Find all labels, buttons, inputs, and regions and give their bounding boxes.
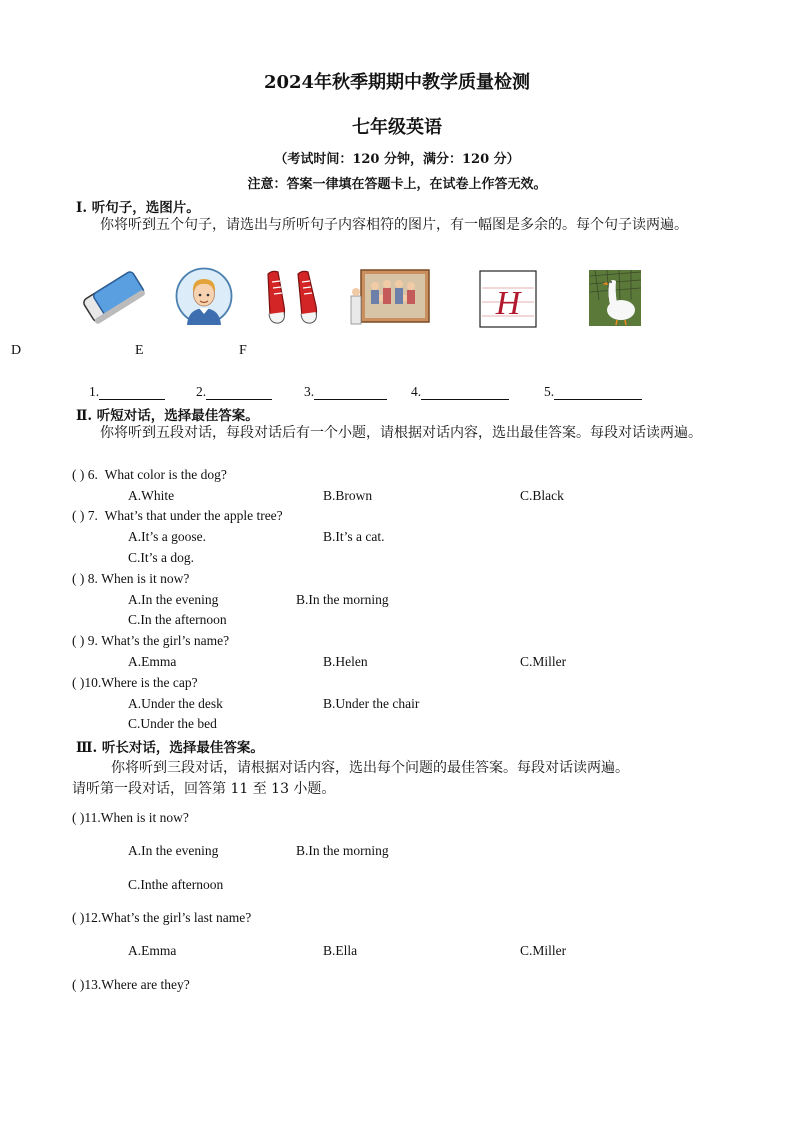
question-12: ( )12.What’s the girl’s last name?	[72, 910, 252, 925]
answer-blank-5: 5.	[544, 384, 642, 400]
question-13: ( )13.Where are they?	[72, 977, 190, 992]
q11-option-c: C.Inthe afternoon	[128, 877, 224, 892]
q8-option-a: A.In the evening	[128, 592, 219, 607]
q8-option-c: C.In the afternoon	[128, 612, 227, 627]
q10-option-a: A.Under the desk	[128, 696, 223, 711]
q6-option-c: C.Black	[520, 488, 564, 503]
question-7: ( ) 7. What’s that under the apple tree?	[72, 508, 283, 523]
answer-blank-3: 3.	[304, 384, 387, 400]
picture-label-e: E	[135, 343, 144, 358]
exam-subject: 七年级英语	[352, 117, 442, 138]
family-photo-icon	[347, 268, 431, 326]
answer-blank-4: 4.	[411, 384, 509, 400]
q12-option-c: C.Miller	[520, 943, 567, 958]
section3-instruction: 你将听到三段对话，请根据对话内容，选出每个问题的最佳答案。每段对话读两遍。	[111, 760, 629, 776]
q6-option-b: B.Brown	[323, 488, 373, 503]
picture-label-f: F	[239, 343, 247, 358]
q7-option-c: C.It’s a dog.	[128, 550, 194, 565]
letter-h-icon	[479, 270, 537, 328]
question-11: ( )11.When is it now?	[72, 810, 189, 825]
q9-option-a: A.Emma	[128, 654, 177, 669]
exam-notice: 注意：答案一律填在答题卡上，在试卷上作答无效。	[247, 177, 547, 192]
q12-option-b: B.Ella	[323, 943, 358, 958]
q12-option-a: A.Emma	[128, 943, 177, 958]
question-8: ( ) 8. When is it now?	[72, 571, 190, 586]
q7-option-b: B.It’s a cat.	[323, 529, 385, 544]
q10-option-c: C.Under the bed	[128, 716, 217, 731]
q7-option-a: A.It’s a goose.	[128, 529, 206, 544]
section1-heading: Ⅰ. 听句子，选图片。	[76, 200, 200, 216]
question-9: ( ) 9. What’s the girl’s name?	[72, 633, 230, 648]
answer-blank-1: 1.	[89, 384, 165, 400]
section3-sub-instruction: 请听第一段对话，回答第 11 至 13 小题。	[72, 781, 336, 797]
eraser-icon	[78, 266, 148, 326]
section1-instruction: 你将听到五个句子，请选出与所听句子内容相符的图片，有一幅图是多余的。每个句子读两遍。	[100, 217, 688, 233]
question-10: ( )10.Where is the cap?	[72, 675, 198, 690]
exam-title: 2024年秋季期期中教学质量检测	[263, 72, 531, 93]
section2-instruction: 你将听到五段对话，每段对话后有一个小题，请根据对话内容，选出最佳答案。每段对话读两遍。	[100, 425, 702, 441]
svg-text:H: H	[495, 285, 521, 322]
question-6: ( ) 6. What color is the dog?	[72, 467, 227, 482]
exam-info: （考试时间：120 分钟，满分：120 分）	[274, 152, 520, 167]
q11-option-b: B.In the morning	[296, 843, 389, 858]
q8-option-b: B.In the morning	[296, 592, 389, 607]
q6-option-a: A.White	[128, 488, 175, 503]
answer-blank-2: 2.	[196, 384, 272, 400]
q11-option-a: A.In the evening	[128, 843, 219, 858]
picture-label-d: D	[11, 343, 22, 358]
goose-icon	[589, 270, 641, 326]
q9-option-c: C.Miller	[520, 654, 567, 669]
boy-portrait-icon	[175, 267, 233, 325]
q9-option-b: B.Helen	[323, 654, 368, 669]
section3-heading: Ⅲ. 听长对话，选择最佳答案。	[76, 740, 264, 756]
q10-option-b: B.Under the chair	[323, 696, 420, 711]
sneakers-icon	[262, 266, 322, 328]
section2-heading: Ⅱ. 听短对话，选择最佳答案。	[76, 408, 259, 424]
